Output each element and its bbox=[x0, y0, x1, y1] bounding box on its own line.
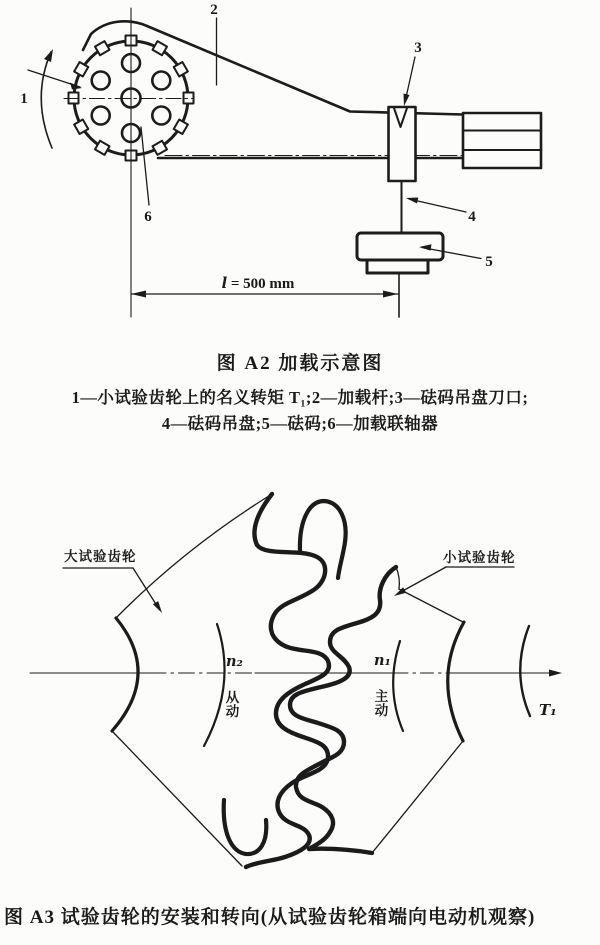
figure-a2-legend-line-1: 1—小试验齿轮上的名义转矩 T₁;2—加载杆;3—砝码吊盘刀口; bbox=[71, 388, 529, 407]
small-gear-label: 小试验齿轮 bbox=[443, 550, 516, 565]
figure-a3-caption: 图 A3 试验齿轮的安装和转向(从试验齿轮箱端向电动机观察) bbox=[4, 907, 536, 928]
rotation-arrowhead bbox=[44, 49, 53, 62]
large-gear-label: 大试验齿轮 bbox=[64, 549, 137, 564]
figure-a2-drawing bbox=[0, 0, 600, 335]
weights bbox=[357, 233, 443, 273]
callout-5: 5 bbox=[485, 254, 493, 270]
dimension-arrow-left bbox=[131, 291, 146, 298]
large-gear-outline bbox=[112, 494, 329, 867]
dimension-variable: l bbox=[221, 275, 228, 292]
torque-arc bbox=[520, 626, 530, 716]
figure-a2-title: 图 A2 加载示意图 bbox=[216, 353, 384, 374]
large-gear-leader-arrowhead bbox=[153, 601, 162, 613]
small-gear-leader bbox=[399, 567, 514, 593]
mesh-tooth-bottom bbox=[224, 800, 267, 854]
counterweight-block bbox=[463, 113, 541, 168]
knife-edge-block bbox=[389, 107, 416, 181]
leader-arrowhead-3 bbox=[404, 94, 410, 107]
callout-3: 3 bbox=[414, 40, 422, 56]
callout-1: 1 bbox=[20, 91, 28, 107]
dimension-value: = 500 mm bbox=[227, 276, 295, 292]
speed-n1-label: n₁ bbox=[374, 652, 391, 669]
left-gear-rotation-arc bbox=[204, 624, 225, 746]
speed-n2-label: n₂ bbox=[226, 653, 243, 670]
centerline-arrowhead bbox=[549, 670, 562, 677]
mesh-profile-left bbox=[246, 494, 329, 867]
driven-label-char1: 从 bbox=[225, 690, 241, 705]
dimension-arrow-right bbox=[383, 291, 398, 298]
torque-t1-label: T₁ bbox=[539, 701, 557, 719]
driving-label-char2: 动 bbox=[374, 703, 390, 718]
driven-label-char2: 动 bbox=[225, 704, 241, 719]
callout-6: 6 bbox=[144, 209, 152, 225]
figure-a2-legend-line-2: 4—砝码吊盘;5—砝码;6—加载联轴器 bbox=[161, 414, 439, 433]
callout-4: 4 bbox=[468, 209, 476, 225]
callout-2: 2 bbox=[210, 2, 218, 18]
dimension-label bbox=[222, 275, 295, 292]
driving-label-char1: 主 bbox=[374, 689, 390, 704]
rotation-arrow-arc bbox=[41, 52, 52, 148]
figure-a3-drawing bbox=[0, 458, 600, 883]
right-gear-rotation-arc bbox=[393, 641, 403, 731]
small-gear-leader-arrowhead bbox=[394, 587, 406, 596]
large-gear-leader bbox=[63, 568, 159, 609]
leader-arrowhead-4 bbox=[406, 198, 418, 204]
